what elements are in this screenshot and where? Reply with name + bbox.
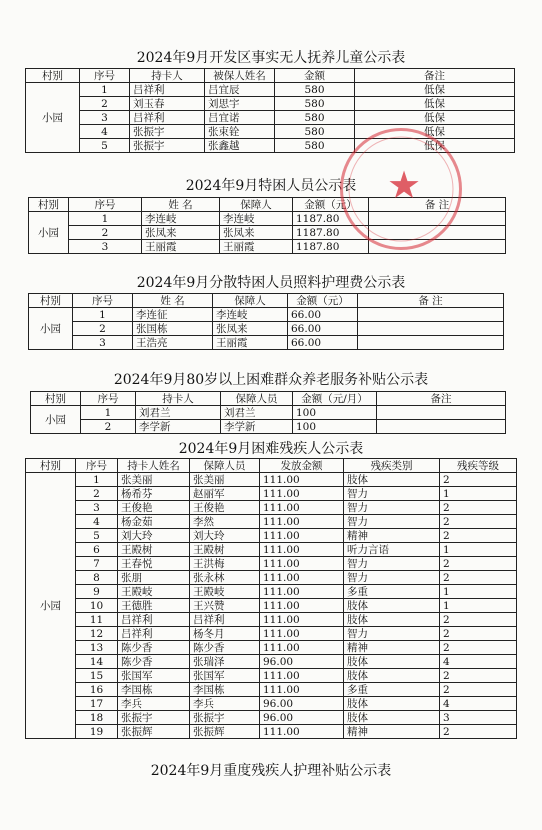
table-cell: 多重 [344, 683, 440, 697]
table-cell: 9 [76, 585, 118, 599]
table-cell: 111.00 [260, 627, 344, 641]
table-cell: 2 [69, 226, 142, 240]
table-header-row [31, 392, 506, 406]
table-cell: 吕祥利 [130, 111, 205, 125]
table-cell: 100 [293, 420, 377, 434]
column-header: 保障人 [220, 198, 293, 212]
table-cell: 11 [76, 613, 118, 627]
table-cell: 李国栋 [190, 683, 260, 697]
table-row [26, 599, 517, 613]
table-row [26, 655, 517, 669]
table-cell: 张国栋 [133, 322, 213, 336]
table-cell: 刘思宇 [205, 97, 275, 111]
column-header: 保障人员 [221, 392, 293, 406]
column-header: 保障人员 [190, 459, 260, 473]
table-cell: 580 [275, 97, 355, 111]
table-cell: 张朋 [118, 571, 190, 585]
table-row [26, 543, 517, 557]
table-cell: 111.00 [260, 557, 344, 571]
table-cell: 66.00 [288, 336, 358, 350]
table-cell: 2 [440, 641, 517, 655]
table-cell: 刘玉春 [130, 97, 205, 111]
table-row [26, 529, 517, 543]
table-cell: 王德胜 [118, 599, 190, 613]
table-row [26, 571, 517, 585]
table-cell: 刘大玲 [190, 529, 260, 543]
table-cell: 1 [81, 406, 136, 420]
table-cell: 1187.80 [293, 240, 369, 254]
table-row [26, 725, 517, 739]
table-cell: 吕宜辰 [205, 83, 275, 97]
table-cell: 王浩亮 [133, 336, 213, 350]
table-cell: 2 [80, 97, 130, 111]
table-cell: 王俊艳 [190, 501, 260, 515]
table-cell: 1 [80, 83, 130, 97]
table-header-row [29, 294, 504, 308]
table-cell: 张瑞泽 [190, 655, 260, 669]
table-cell: 111.00 [260, 571, 344, 585]
table-cell: 吕祥利 [130, 83, 205, 97]
table-cell: 李国栋 [118, 683, 190, 697]
column-header: 持卡人 [136, 392, 221, 406]
table-row [31, 420, 506, 434]
village-cell: 小园 [29, 212, 69, 254]
table-row [26, 697, 517, 711]
table-cell: 张振宇 [130, 139, 205, 153]
table-cell: 4 [440, 697, 517, 711]
table-row [26, 515, 517, 529]
table-cell: 2 [440, 627, 517, 641]
table-cell [377, 406, 506, 420]
table-cell: 王丽霞 [142, 240, 220, 254]
table-cell: 16 [76, 683, 118, 697]
table-cell [358, 322, 504, 336]
table-cell: 18 [76, 711, 118, 725]
table-cell: 4 [80, 125, 130, 139]
table-row [26, 627, 517, 641]
table-cell: 66.00 [288, 322, 358, 336]
table-cell: 低保 [355, 111, 515, 125]
table-cell: 111.00 [260, 683, 344, 697]
table-cell: 8 [76, 571, 118, 585]
table-cell: 李兵 [190, 697, 260, 711]
table-cell [377, 420, 506, 434]
table-cell: 96.00 [260, 655, 344, 669]
table-row [29, 336, 504, 350]
column-header: 村别 [26, 69, 80, 83]
table-header-row [26, 69, 515, 83]
table-cell: 17 [76, 697, 118, 711]
table-cell: 3 [440, 711, 517, 725]
table-row [26, 487, 517, 501]
column-header: 备注 [377, 392, 506, 406]
table-cell: 111.00 [260, 515, 344, 529]
column-header: 序号 [73, 294, 133, 308]
village-cell: 小园 [31, 406, 81, 434]
table-cell: 1 [440, 599, 517, 613]
table-row [26, 613, 517, 627]
table-cell: 2 [440, 557, 517, 571]
table-cell: 张美丽 [190, 473, 260, 487]
table-cell: 580 [275, 139, 355, 153]
column-header: 备注 [355, 69, 515, 83]
table-cell: 580 [275, 125, 355, 139]
title-severe-disabled-care: 2024年9月重度残疾人护理补贴公示表 [150, 763, 392, 779]
table-cell: 19 [76, 725, 118, 739]
table-cell: 2 [440, 529, 517, 543]
table-cell: 李兵 [118, 697, 190, 711]
table-cell: 低保 [355, 97, 515, 111]
table-cell: 肢体 [344, 599, 440, 613]
table-cell: 100 [293, 406, 377, 420]
table-cell: 张振宇 [118, 711, 190, 725]
table-cell [358, 336, 504, 350]
table-cell: 李连征 [133, 308, 213, 322]
title-elderly-subsidy: 2024年9月80岁以上困难群众养老服务补贴公示表 [113, 372, 429, 388]
table-cell: 1187.80 [293, 226, 369, 240]
table-cell: 96.00 [260, 711, 344, 725]
table-cell: 杨金茹 [118, 515, 190, 529]
table-cell: 刘君兰 [221, 406, 293, 420]
table-cell: 15 [76, 669, 118, 683]
table-cell: 吕宜诺 [205, 111, 275, 125]
table-cell: 精神 [344, 725, 440, 739]
table-row [26, 97, 515, 111]
table-row [29, 308, 504, 322]
table-cell: 张凤来 [213, 322, 288, 336]
table-cell: 5 [76, 529, 118, 543]
column-header: 残疾等级 [440, 459, 517, 473]
table-cell: 14 [76, 655, 118, 669]
table-cell: 2 [81, 420, 136, 434]
table-row [26, 683, 517, 697]
table-cell: 张振辉 [118, 725, 190, 739]
column-header: 发放金额 [260, 459, 344, 473]
table-cell: 智力 [344, 487, 440, 501]
table-row [26, 111, 515, 125]
column-header: 残疾类别 [344, 459, 440, 473]
table-cell: 张振宇 [190, 711, 260, 725]
table-cell: 111.00 [260, 669, 344, 683]
column-header: 序号 [76, 459, 118, 473]
table-cell: 3 [80, 111, 130, 125]
column-header: 村别 [29, 198, 69, 212]
village-cell: 小园 [26, 473, 76, 739]
table-cell: 1 [69, 212, 142, 226]
column-header: 金额（元） [288, 294, 358, 308]
column-header: 持卡人姓名 [118, 459, 190, 473]
seal-star-icon: ★ [387, 163, 422, 207]
table-cell: 3 [76, 501, 118, 515]
table-cell: 杨冬月 [190, 627, 260, 641]
table-cell: 111.00 [260, 473, 344, 487]
table-cell: 111.00 [260, 585, 344, 599]
table-cell: 陈少香 [118, 641, 190, 655]
table-cell: 2 [440, 683, 517, 697]
table-cell: 2 [73, 322, 133, 336]
table-cell: 刘君兰 [136, 406, 221, 420]
table-cell: 1 [440, 543, 517, 557]
title-extreme-poverty: 2024年9月特困人员公示表 [185, 178, 357, 194]
title-care-fee: 2024年9月分散特困人员照料护理费公示表 [136, 275, 406, 291]
table-cell: 111.00 [260, 725, 344, 739]
table-cell: 张国军 [118, 669, 190, 683]
table-cell: 陈少香 [118, 655, 190, 669]
table-row [26, 585, 517, 599]
table-cell: 6 [76, 543, 118, 557]
table-cell: 多重 [344, 585, 440, 599]
table-cell: 111.00 [260, 613, 344, 627]
table-cell: 王殿树 [190, 543, 260, 557]
village-cell: 小园 [26, 83, 80, 153]
table-cell: 陈少香 [190, 641, 260, 655]
table-disabled [25, 458, 517, 739]
village-cell: 小园 [29, 308, 73, 350]
table-cell: 赵丽军 [190, 487, 260, 501]
table-cell: 张鑫越 [205, 139, 275, 153]
table-cell: 低保 [355, 139, 515, 153]
table-cell: 智力 [344, 627, 440, 641]
table-cell: 5 [80, 139, 130, 153]
table-elderly-subsidy [30, 391, 506, 434]
table-cell: 2 [440, 725, 517, 739]
table-cell: 1 [76, 473, 118, 487]
table-cell: 2 [440, 571, 517, 585]
table-care-fee [28, 293, 504, 350]
table-cell: 肢体 [344, 655, 440, 669]
official-seal-stamp [340, 128, 462, 250]
table-cell: 1 [440, 487, 517, 501]
table-cell: 王丽霞 [220, 240, 293, 254]
table-cell: 低保 [355, 125, 515, 139]
table-cell: 王殿岐 [118, 585, 190, 599]
table-cell: 吕祥利 [118, 627, 190, 641]
table-cell: 张振辉 [190, 725, 260, 739]
table-cell: 张永林 [190, 571, 260, 585]
table-cell: 2 [440, 501, 517, 515]
table-cell: 张凤来 [220, 226, 293, 240]
column-header: 村别 [26, 459, 76, 473]
table-row [26, 641, 517, 655]
table-row [31, 406, 506, 420]
table-cell: 2 [76, 487, 118, 501]
table-row [26, 83, 515, 97]
table-cell: 1187.80 [293, 212, 369, 226]
table-cell: 吕祥利 [190, 613, 260, 627]
table-cell: 张振宇 [130, 125, 205, 139]
table-cell: 智力 [344, 501, 440, 515]
table-cell: 王殿岐 [190, 585, 260, 599]
table-row [26, 669, 517, 683]
table-cell: 580 [275, 111, 355, 125]
table-cell: 张凤来 [142, 226, 220, 240]
table-cell: 王洪梅 [190, 557, 260, 571]
table-cell: 李学新 [136, 420, 221, 434]
column-header: 持卡人 [130, 69, 205, 83]
column-header: 序号 [80, 69, 130, 83]
table-cell: 智力 [344, 557, 440, 571]
column-header: 姓 名 [133, 294, 213, 308]
table-row [26, 473, 517, 487]
table-cell: 7 [76, 557, 118, 571]
column-header: 保障人 [213, 294, 288, 308]
table-cell: 111.00 [260, 599, 344, 613]
table-cell: 王春悦 [118, 557, 190, 571]
column-header: 序号 [69, 198, 142, 212]
table-cell: 王丽霞 [213, 336, 288, 350]
table-cell: 智力 [344, 515, 440, 529]
table-cell: 肢体 [344, 697, 440, 711]
table-cell: 肢体 [344, 473, 440, 487]
table-cell: 王俊艳 [118, 501, 190, 515]
table-cell: 肢体 [344, 613, 440, 627]
table-cell: 张束铨 [205, 125, 275, 139]
column-header: 被保人姓名 [205, 69, 275, 83]
table-cell: 王兴赞 [190, 599, 260, 613]
title-orphan-children: 2024年9月开发区事实无人抚养儿童公示表 [136, 50, 406, 66]
column-header: 村别 [31, 392, 81, 406]
table-cell: 2 [440, 613, 517, 627]
table-cell: 肢体 [344, 711, 440, 725]
table-cell: 李连岐 [142, 212, 220, 226]
table-cell: 96.00 [260, 697, 344, 711]
column-header: 备 注 [369, 198, 506, 212]
table-cell: 111.00 [260, 501, 344, 515]
table-cell: 1 [73, 308, 133, 322]
column-header: 备 注 [358, 294, 504, 308]
column-header: 序号 [81, 392, 136, 406]
table-cell: 3 [69, 240, 142, 254]
table-cell: 4 [76, 515, 118, 529]
table-cell: 3 [73, 336, 133, 350]
table-cell: 李连岐 [220, 212, 293, 226]
table-row [29, 322, 504, 336]
table-cell: 刘大玲 [118, 529, 190, 543]
column-header: 村别 [29, 294, 73, 308]
table-cell: 2 [440, 515, 517, 529]
table-cell: 张国军 [190, 669, 260, 683]
table-cell: 精神 [344, 641, 440, 655]
table-cell: 杨希芬 [118, 487, 190, 501]
table-cell: 10 [76, 599, 118, 613]
table-cell: 4 [440, 655, 517, 669]
table-row [26, 557, 517, 571]
table-cell: 李连岐 [213, 308, 288, 322]
table-cell: 2 [440, 669, 517, 683]
table-cell: 李然 [190, 515, 260, 529]
table-cell: 智力 [344, 571, 440, 585]
table-cell: 580 [275, 83, 355, 97]
table-cell: 低保 [355, 83, 515, 97]
table-cell: 66.00 [288, 308, 358, 322]
table-cell: 111.00 [260, 487, 344, 501]
table-header-row [26, 459, 517, 473]
table-cell: 111.00 [260, 543, 344, 557]
table-cell: 111.00 [260, 529, 344, 543]
table-row [26, 501, 517, 515]
table-cell: 听力言语 [344, 543, 440, 557]
title-disabled: 2024年9月困难残疾人公示表 [178, 441, 364, 457]
table-cell: 肢体 [344, 669, 440, 683]
table-cell: 李学新 [221, 420, 293, 434]
table-cell [358, 308, 504, 322]
table-cell: 王殿树 [118, 543, 190, 557]
table-row [26, 711, 517, 725]
table-cell: 吕祥利 [118, 613, 190, 627]
column-header: 姓 名 [142, 198, 220, 212]
table-cell: 12 [76, 627, 118, 641]
table-cell: 精神 [344, 529, 440, 543]
table-cell: 张美丽 [118, 473, 190, 487]
column-header: 金额（元/月） [293, 392, 377, 406]
table-cell: 13 [76, 641, 118, 655]
table-cell: 1 [440, 585, 517, 599]
column-header: 金额 [275, 69, 355, 83]
column-header: 金额（元） [293, 198, 369, 212]
table-cell: 111.00 [260, 641, 344, 655]
table-cell: 2 [440, 473, 517, 487]
